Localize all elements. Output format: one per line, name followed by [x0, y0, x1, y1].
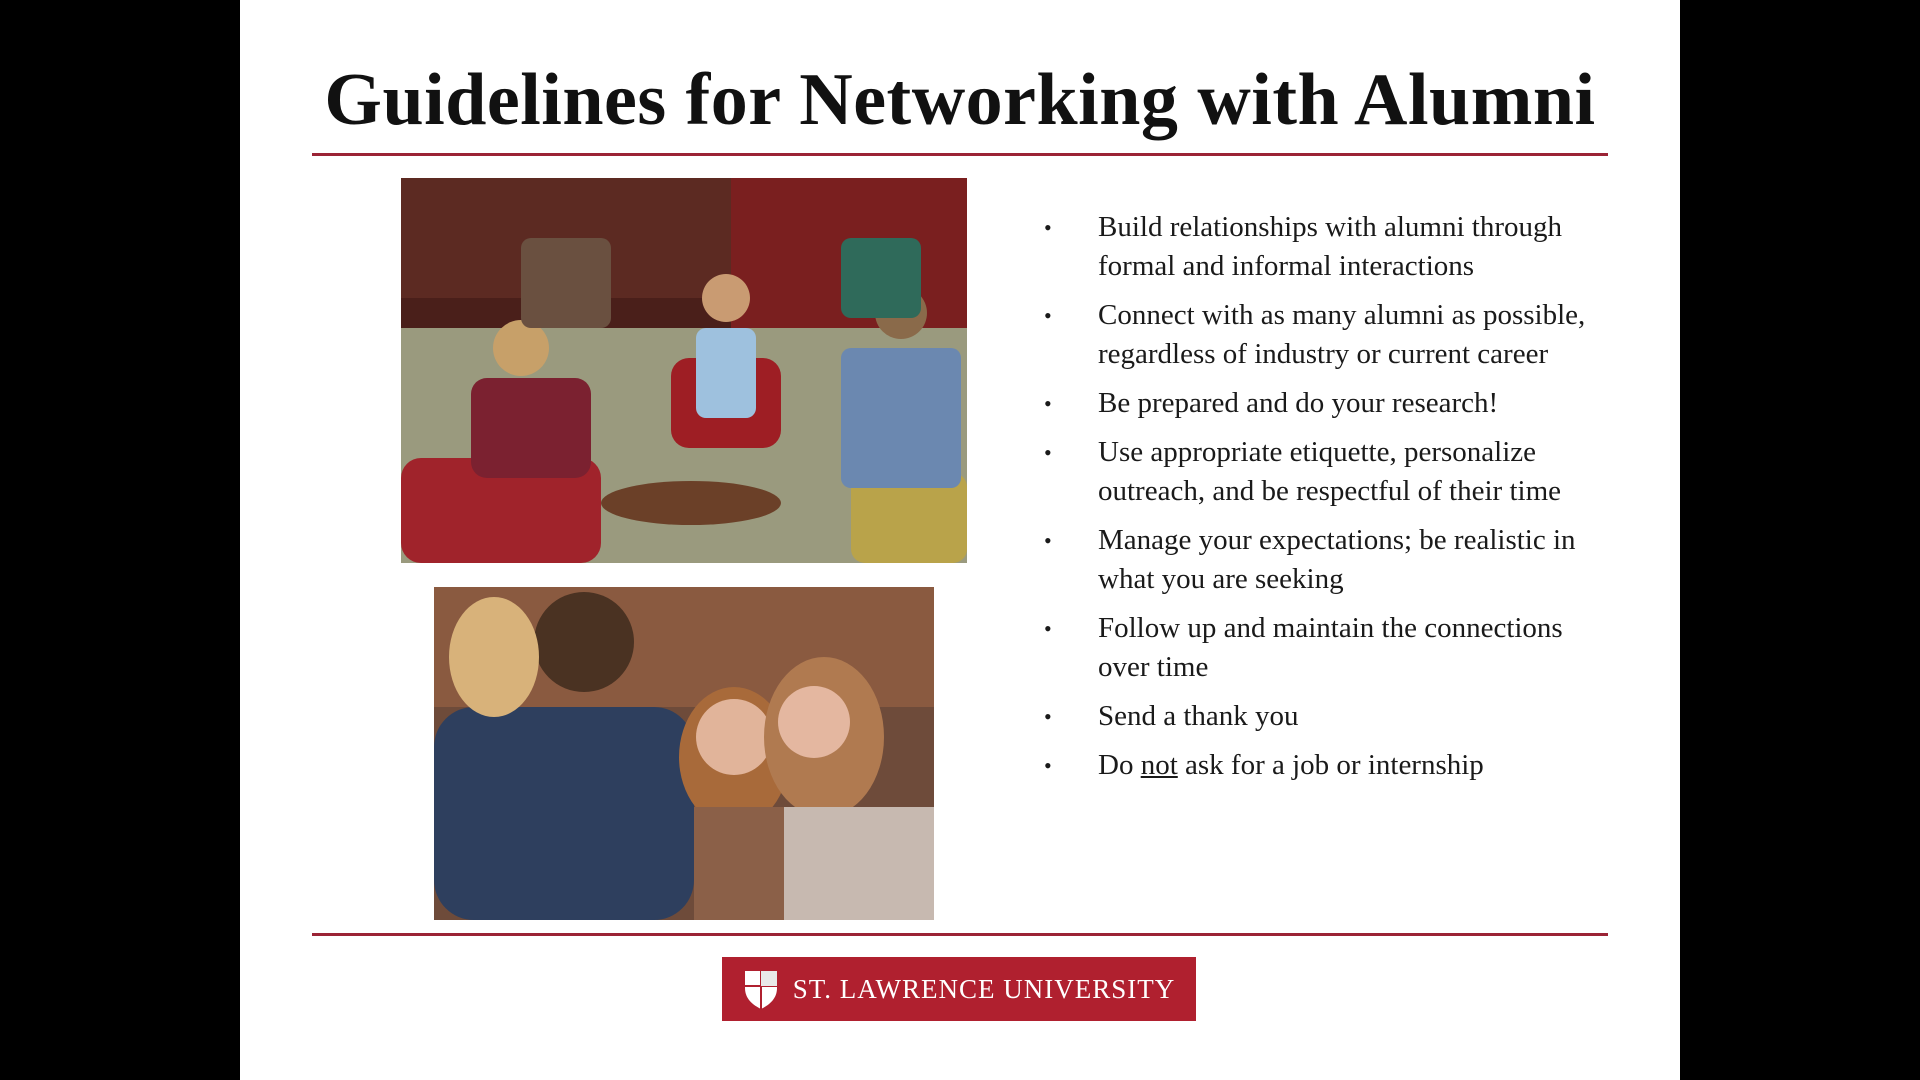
list-item: • Build relationships with alumni through formal and informal interactions [1044, 211, 1562, 282]
networking-event-photo [401, 178, 967, 563]
list-item: • Use appropriate etiquette, personalize outreach, and be respectful of their time [1044, 436, 1561, 507]
list-item: • Connect with as many alumni as possible, regardless of industry or current career [1044, 299, 1586, 370]
list-item: • Follow up and maintain the connections over time [1044, 612, 1563, 683]
slide-title: Guidelines for Networking with Alumni [324, 59, 1596, 141]
guidelines-list [1040, 208, 1600, 795]
presentation-slide [240, 0, 1680, 1080]
shield-icon [743, 968, 779, 1010]
bottom-divider [312, 933, 1608, 936]
list-item: • Manage your expectations; be realistic in what you are seeking [1044, 524, 1576, 595]
emphasis-text: not [1140, 749, 1178, 781]
list-item: • Send a thank you [1044, 700, 1299, 732]
alumni-conversation-photo [434, 587, 934, 920]
list-item: • Do not ask for a job or internship [1044, 749, 1484, 781]
top-divider [312, 153, 1608, 156]
logo-text: ST. LAWRENCE UNIVERSITY [792, 973, 1176, 1004]
list-item: • Be prepared and do your research! [1044, 387, 1499, 419]
university-logo [722, 957, 1196, 1021]
